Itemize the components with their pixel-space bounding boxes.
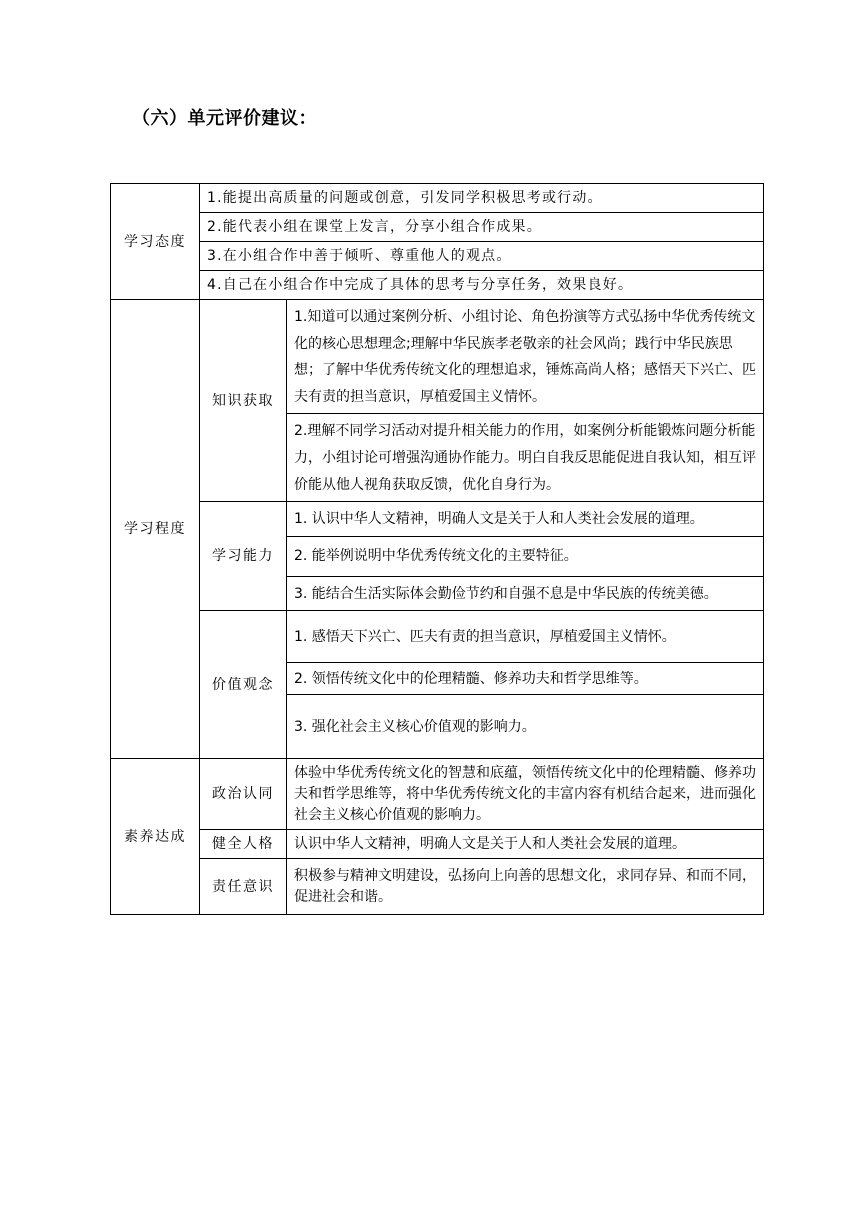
evaluation-table (110, 183, 764, 915)
category-cell-degree: 学习程度 (111, 300, 200, 759)
attitude-item-4: 4.自己在小组合作中完成了具体的思考与分享任务，效果良好。 (200, 271, 764, 300)
attitude-item-2: 2.能代表小组在课堂上发言，分享小组合作成果。 (200, 213, 764, 242)
ability-item-1: 1. 认识中华人文精神，明确人文是关于人和人类社会发展的道理。 (287, 502, 764, 537)
table-row (111, 242, 764, 271)
subcategory-cell-responsibility: 责任意识 (200, 859, 287, 915)
subcategory-cell-knowledge: 知识获取 (200, 300, 287, 502)
attitude-item-3: 3.在小组合作中善于倾听、尊重他人的观点。 (200, 242, 764, 271)
literacy-personality-text: 认识中华人文精神，明确人文是关于人和人类社会发展的道理。 (287, 830, 764, 859)
values-item-3: 3. 强化社会主义核心价值观的影响力。 (287, 695, 764, 759)
table-row (111, 830, 764, 859)
subcategory-cell-political: 政治认同 (200, 759, 287, 830)
values-item-1: 1. 感悟天下兴亡、匹夫有责的担当意识，厚植爱国主义情怀。 (287, 611, 764, 663)
table-row (111, 502, 764, 537)
subcategory-cell-ability: 学习能力 (200, 502, 287, 611)
category-cell-literacy: 素养达成 (111, 759, 200, 915)
ability-item-3: 3. 能结合生活实际体会勤俭节约和自强不息是中华民族的传统美德。 (287, 576, 764, 611)
table-row (111, 184, 764, 213)
knowledge-item-1: 1.知道可以通过案例分析、小组讨论、角色扮演等方式弘扬中华优秀传统文化的核心思想理念;理解中华民族孝老敬亲的社会风尚；践行中华民族思想；了解中华优秀传统文化的理想追求，锤炼高尚人格；感悟天下兴亡、匹夫有责的担当意识，厚植爱国主义情怀。 (287, 300, 764, 414)
subcategory-cell-personality: 健全人格 (200, 830, 287, 859)
table-row (111, 759, 764, 830)
table-row (111, 213, 764, 242)
literacy-responsibility-text: 积极参与精神文明建设，弘扬向上向善的思想文化，求同存异、和而不同，促进社会和谐。 (287, 859, 764, 915)
ability-item-2: 2. 能举例说明中华优秀传统文化的主要特征。 (287, 536, 764, 576)
table-row (111, 300, 764, 414)
values-item-2: 2. 领悟传统文化中的伦理精髓、修养功夫和哲学思维等。 (287, 663, 764, 695)
category-cell-attitude: 学习态度 (111, 184, 200, 300)
table-row (111, 271, 764, 300)
table-row (111, 611, 764, 663)
subcategory-cell-values: 价值观念 (200, 611, 287, 759)
attitude-item-1: 1.能提出高质量的问题或创意，引发同学积极思考或行动。 (200, 184, 764, 213)
knowledge-item-2: 2.理解不同学习活动对提升相关能力的作用，如案例分析能锻炼问题分析能力，小组讨论可增强沟通协作能力。明白自我反思能促进自我认知，相互评价能从他人视角获取反馈，优化自身行为。 (287, 414, 764, 502)
literacy-political-text: 体验中华优秀传统文化的智慧和底蕴，领悟传统文化中的伦理精髓、修养功夫和哲学思维等，将中华优秀传统文化的丰富内容有机结合起来，进而强化社会主义核心价值观的影响力。 (287, 759, 764, 830)
section-heading: （六）单元评价建议： (132, 108, 317, 129)
table-row (111, 859, 764, 915)
